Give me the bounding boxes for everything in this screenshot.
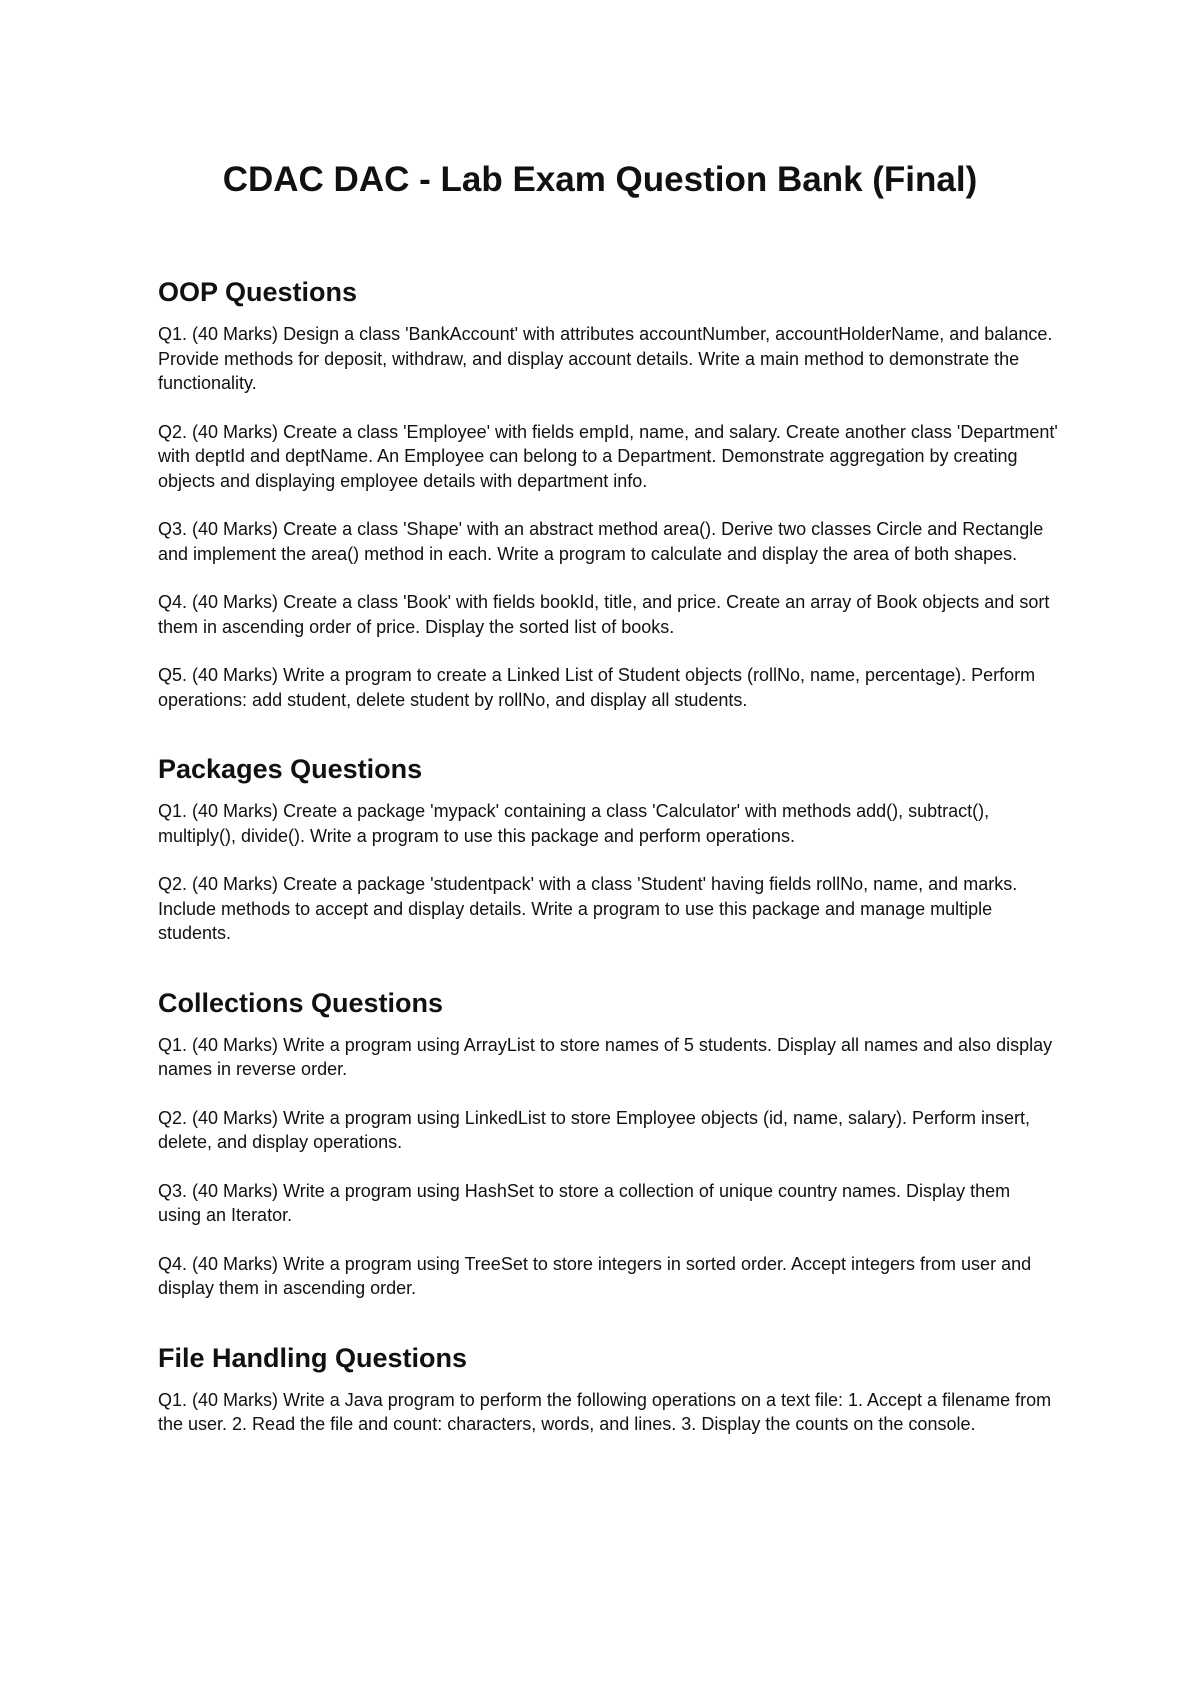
question-item bbox=[158, 1033, 1058, 1082]
section-collections bbox=[158, 986, 1058, 1301]
question-number: Q4. bbox=[158, 592, 188, 612]
question-item bbox=[158, 799, 1058, 848]
question-number: Q1. bbox=[158, 324, 188, 344]
document-body bbox=[158, 275, 1058, 1477]
question-number: Q3. bbox=[158, 519, 188, 539]
question-marks: (40 Marks) bbox=[192, 519, 279, 539]
question-item bbox=[158, 1106, 1058, 1155]
question-marks: (40 Marks) bbox=[192, 801, 279, 821]
question-marks: (40 Marks) bbox=[192, 874, 279, 894]
question-text: Create a class 'Shape' with an abstract method area(). Derive two classes Circle and Rectangle and implement the area() method in each. Write a program to calculate and display the area of both shapes. bbox=[158, 519, 1044, 564]
question-item bbox=[158, 872, 1058, 946]
document-title: CDAC DAC - Lab Exam Question Bank (Final) bbox=[222, 160, 978, 199]
section-heading: Packages Questions bbox=[158, 754, 423, 784]
question-text: Create a class 'Employee' with fields empId, name, and salary. Create another class 'Department' with deptId and deptName. An Employee can belong to a Department. Demonstrate aggregation by creating objects and displaying employee details with department info. bbox=[158, 421, 1058, 491]
question-number: Q5. bbox=[158, 665, 188, 685]
question-number: Q2. bbox=[158, 1107, 188, 1128]
question-item bbox=[158, 420, 1058, 494]
section-oop bbox=[158, 275, 1058, 712]
section-file-handling bbox=[158, 1341, 1058, 1437]
question-text: Design a class 'BankAccount' with attributes accountNumber, accountHolderName, and balance. Provide methods for deposit, withdraw, and display account details. Write a main method to demonstrate the functionality. bbox=[158, 324, 1053, 393]
question-marks: (40 Marks) bbox=[192, 665, 279, 685]
question-marks: (40 Marks) bbox=[192, 1034, 279, 1055]
section-heading: Collections Questions bbox=[158, 987, 444, 1018]
question-number: Q2. bbox=[158, 874, 188, 894]
question-text: Write a program to create a Linked List of Student objects (rollNo, name, percentage). Perform operations: add student, delete student by rollNo, and display all students. bbox=[158, 665, 1036, 710]
question-text: Write a program using ArrayList to store names of 5 students. Display all names and also display names in reverse order. bbox=[158, 1034, 1053, 1079]
question-item bbox=[158, 322, 1058, 396]
question-marks: (40 Marks) bbox=[192, 1107, 279, 1128]
question-marks: (40 Marks) bbox=[192, 421, 279, 442]
question-number: Q2. bbox=[158, 421, 188, 442]
question-number: Q1. bbox=[158, 1389, 188, 1410]
question-number: Q1. bbox=[158, 1034, 188, 1055]
question-number: Q4. bbox=[158, 1253, 188, 1274]
question-item bbox=[158, 517, 1058, 566]
question-marks: (40 Marks) bbox=[192, 1253, 279, 1274]
question-marks: (40 Marks) bbox=[192, 592, 279, 612]
section-packages bbox=[158, 752, 1058, 946]
question-item bbox=[158, 1388, 1058, 1437]
question-text: Create a class 'Book' with fields bookId, title, and price. Create an array of Book objects and sort them in ascending order of price. Display the sorted list of books. bbox=[158, 592, 1050, 637]
question-text: Write a program using TreeSet to store integers in sorted order. Accept integers from user and display them in ascending order. bbox=[158, 1253, 1032, 1298]
question-text: Write a program using LinkedList to store Employee objects (id, name, salary). Perform insert, delete, and display operations. bbox=[158, 1107, 1031, 1152]
question-item bbox=[158, 663, 1058, 712]
question-marks: (40 Marks) bbox=[192, 1389, 279, 1410]
question-number: Q1. bbox=[158, 801, 188, 821]
question-number: Q3. bbox=[158, 1180, 188, 1201]
question-marks: (40 Marks) bbox=[192, 1180, 279, 1201]
question-text: Write a Java program to perform the following operations on a text file: 1. Accept a filename from the user. 2. Read the file and count: characters, words, and lines. 3. Display the counts on the console. bbox=[158, 1389, 1052, 1434]
question-text: Create a package 'studentpack' with a class 'Student' having fields rollNo, name, and marks. Include methods to accept and display details. Write a program to use this package and manage multiple students. bbox=[158, 874, 1018, 943]
section-heading: OOP Questions bbox=[158, 277, 358, 307]
section-heading: File Handling Questions bbox=[158, 1342, 468, 1373]
question-text: Create a package 'mypack' containing a class 'Calculator' with methods add(), subtract(), multiply(), divide(). Write a program to use this package and perform operations. bbox=[158, 801, 990, 846]
question-marks: (40 Marks) bbox=[192, 324, 279, 344]
question-item bbox=[158, 1252, 1058, 1301]
question-item bbox=[158, 590, 1058, 639]
question-item bbox=[158, 1179, 1058, 1228]
question-text: Write a program using HashSet to store a collection of unique country names. Display them using an Iterator. bbox=[158, 1180, 1011, 1225]
